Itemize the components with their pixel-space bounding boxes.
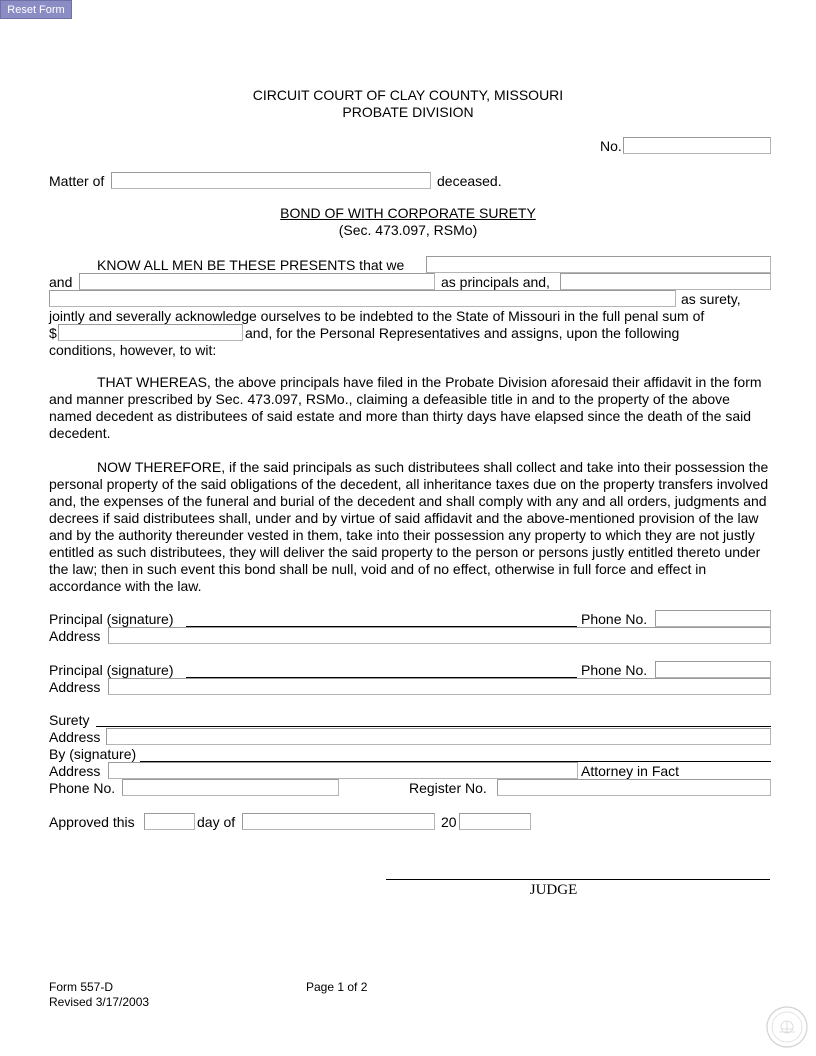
approved-label: Approved this (49, 814, 135, 830)
principal-1-address-field[interactable] (108, 627, 771, 644)
principal-2-address-label: Address (49, 679, 101, 695)
decedent-name-field[interactable] (111, 172, 431, 189)
know-all-text: KNOW ALL MEN BE THESE PRESENTS that we (97, 257, 405, 273)
principal-name-field-1[interactable] (426, 256, 771, 273)
statute-reference: (Sec. 473.097, RSMo) (338, 222, 478, 238)
surety-label: Surety (49, 712, 90, 728)
surety-address-label: Address (49, 729, 101, 745)
jointly-text: jointly and severally acknowledge ourselves to be indebted to the State of Missouri in the full penal sum of (49, 308, 705, 324)
surety-name-field-2[interactable] (49, 290, 676, 307)
principal-1-address-label: Address (49, 628, 101, 644)
form-number: Form 557-D (49, 980, 114, 994)
as-surety-label: as surety, (681, 291, 741, 307)
register-no-label: Register No. (409, 780, 487, 796)
attorney-in-fact-label: Attorney in Fact (581, 763, 680, 779)
judge-label: JUDGE (529, 882, 578, 898)
and-for-text: and, for the Personal Representatives and assigns, upon the following (245, 325, 680, 341)
approved-year-field[interactable] (459, 813, 531, 830)
bond-title (0, 205, 816, 222)
court-title: CIRCUIT COURT OF CLAY COUNTY, MISSOURI (252, 87, 564, 103)
judge-signature-line[interactable] (386, 879, 770, 880)
principal-2-address-field[interactable] (108, 678, 771, 695)
and-label: and (49, 274, 73, 290)
surety-name-field-1[interactable] (560, 273, 771, 290)
penal-sum-field[interactable] (58, 324, 243, 341)
attorney-address-label: Address (49, 763, 101, 779)
principal-2-phone-field[interactable] (655, 661, 771, 678)
as-principals-label: as principals and, (441, 274, 550, 290)
principal-1-signature-label: Principal (signature) (49, 611, 174, 627)
principal-2-signature-label: Principal (signature) (49, 662, 174, 678)
attorney-address-field[interactable] (108, 762, 578, 779)
division-title: PROBATE DIVISION (342, 104, 474, 120)
matter-label: Matter of (49, 173, 105, 189)
day-of-label: day of (197, 814, 236, 830)
case-no-label: No. (600, 138, 622, 154)
surety-line[interactable] (96, 726, 771, 727)
surety-phone-label: Phone No. (49, 780, 116, 796)
case-no-field[interactable] (623, 137, 771, 154)
principal-1-phone-label: Phone No. (581, 611, 648, 627)
register-no-field[interactable] (497, 779, 771, 796)
conditions-text: conditions, however, to wit: (49, 342, 217, 358)
therefore-paragraph: NOW THEREFORE, if the said principals as such distributees shall collect and take into their possession the personal property of the said obligations of the decedent, all inheritance taxes due on the property transfers involved and, the expenses of the funeral and burial of the decedent and shall comply with any and all orders, judgments and decrees if said distributees shall, under and by virtue of said affidavit and the above-mentioned provision of the law and by the authority thereunder vested in them, take into their possession any property to which they are not justly entitled as such distributees, they will deliver the said property to the person or persons justly entitled thereto under the law; then in such event this bond shall be null, void and of no effect, otherwise in full force and effect in accordance with the law. (49, 459, 769, 594)
principal-2-phone-label: Phone No. (581, 662, 648, 678)
dollar-sign: $ (49, 325, 57, 341)
page-number: Page 1 of 2 (306, 980, 368, 994)
deceased-label: deceased. (437, 173, 502, 189)
approved-day-field[interactable] (144, 813, 195, 830)
by-signature-label: By (signature) (49, 746, 137, 762)
principal-1-phone-field[interactable] (655, 610, 771, 627)
surety-phone-field[interactable] (122, 779, 339, 796)
court-seal-icon (765, 1005, 809, 1049)
principal-name-field-2[interactable] (79, 273, 435, 290)
revised-date: Revised 3/17/2003 (49, 995, 150, 1009)
approved-month-field[interactable] (242, 813, 435, 830)
surety-address-field[interactable] (106, 728, 771, 745)
whereas-paragraph: THAT WHEREAS, the above principals have filed in the Probate Division aforesaid their affidavit in the form and manner prescribed by Sec. 473.097, RSMo., claiming a defeasible title in and to the property of the above named decedent as distributees of said estate and more than thirty days have elapsed since the death of the said decedent. (49, 374, 762, 441)
reset-form-button[interactable]: Reset Form (0, 0, 72, 19)
year-prefix-label: 20 (441, 814, 457, 830)
bond-title-text: BOND OF WITH CORPORATE SURETY (280, 205, 536, 221)
